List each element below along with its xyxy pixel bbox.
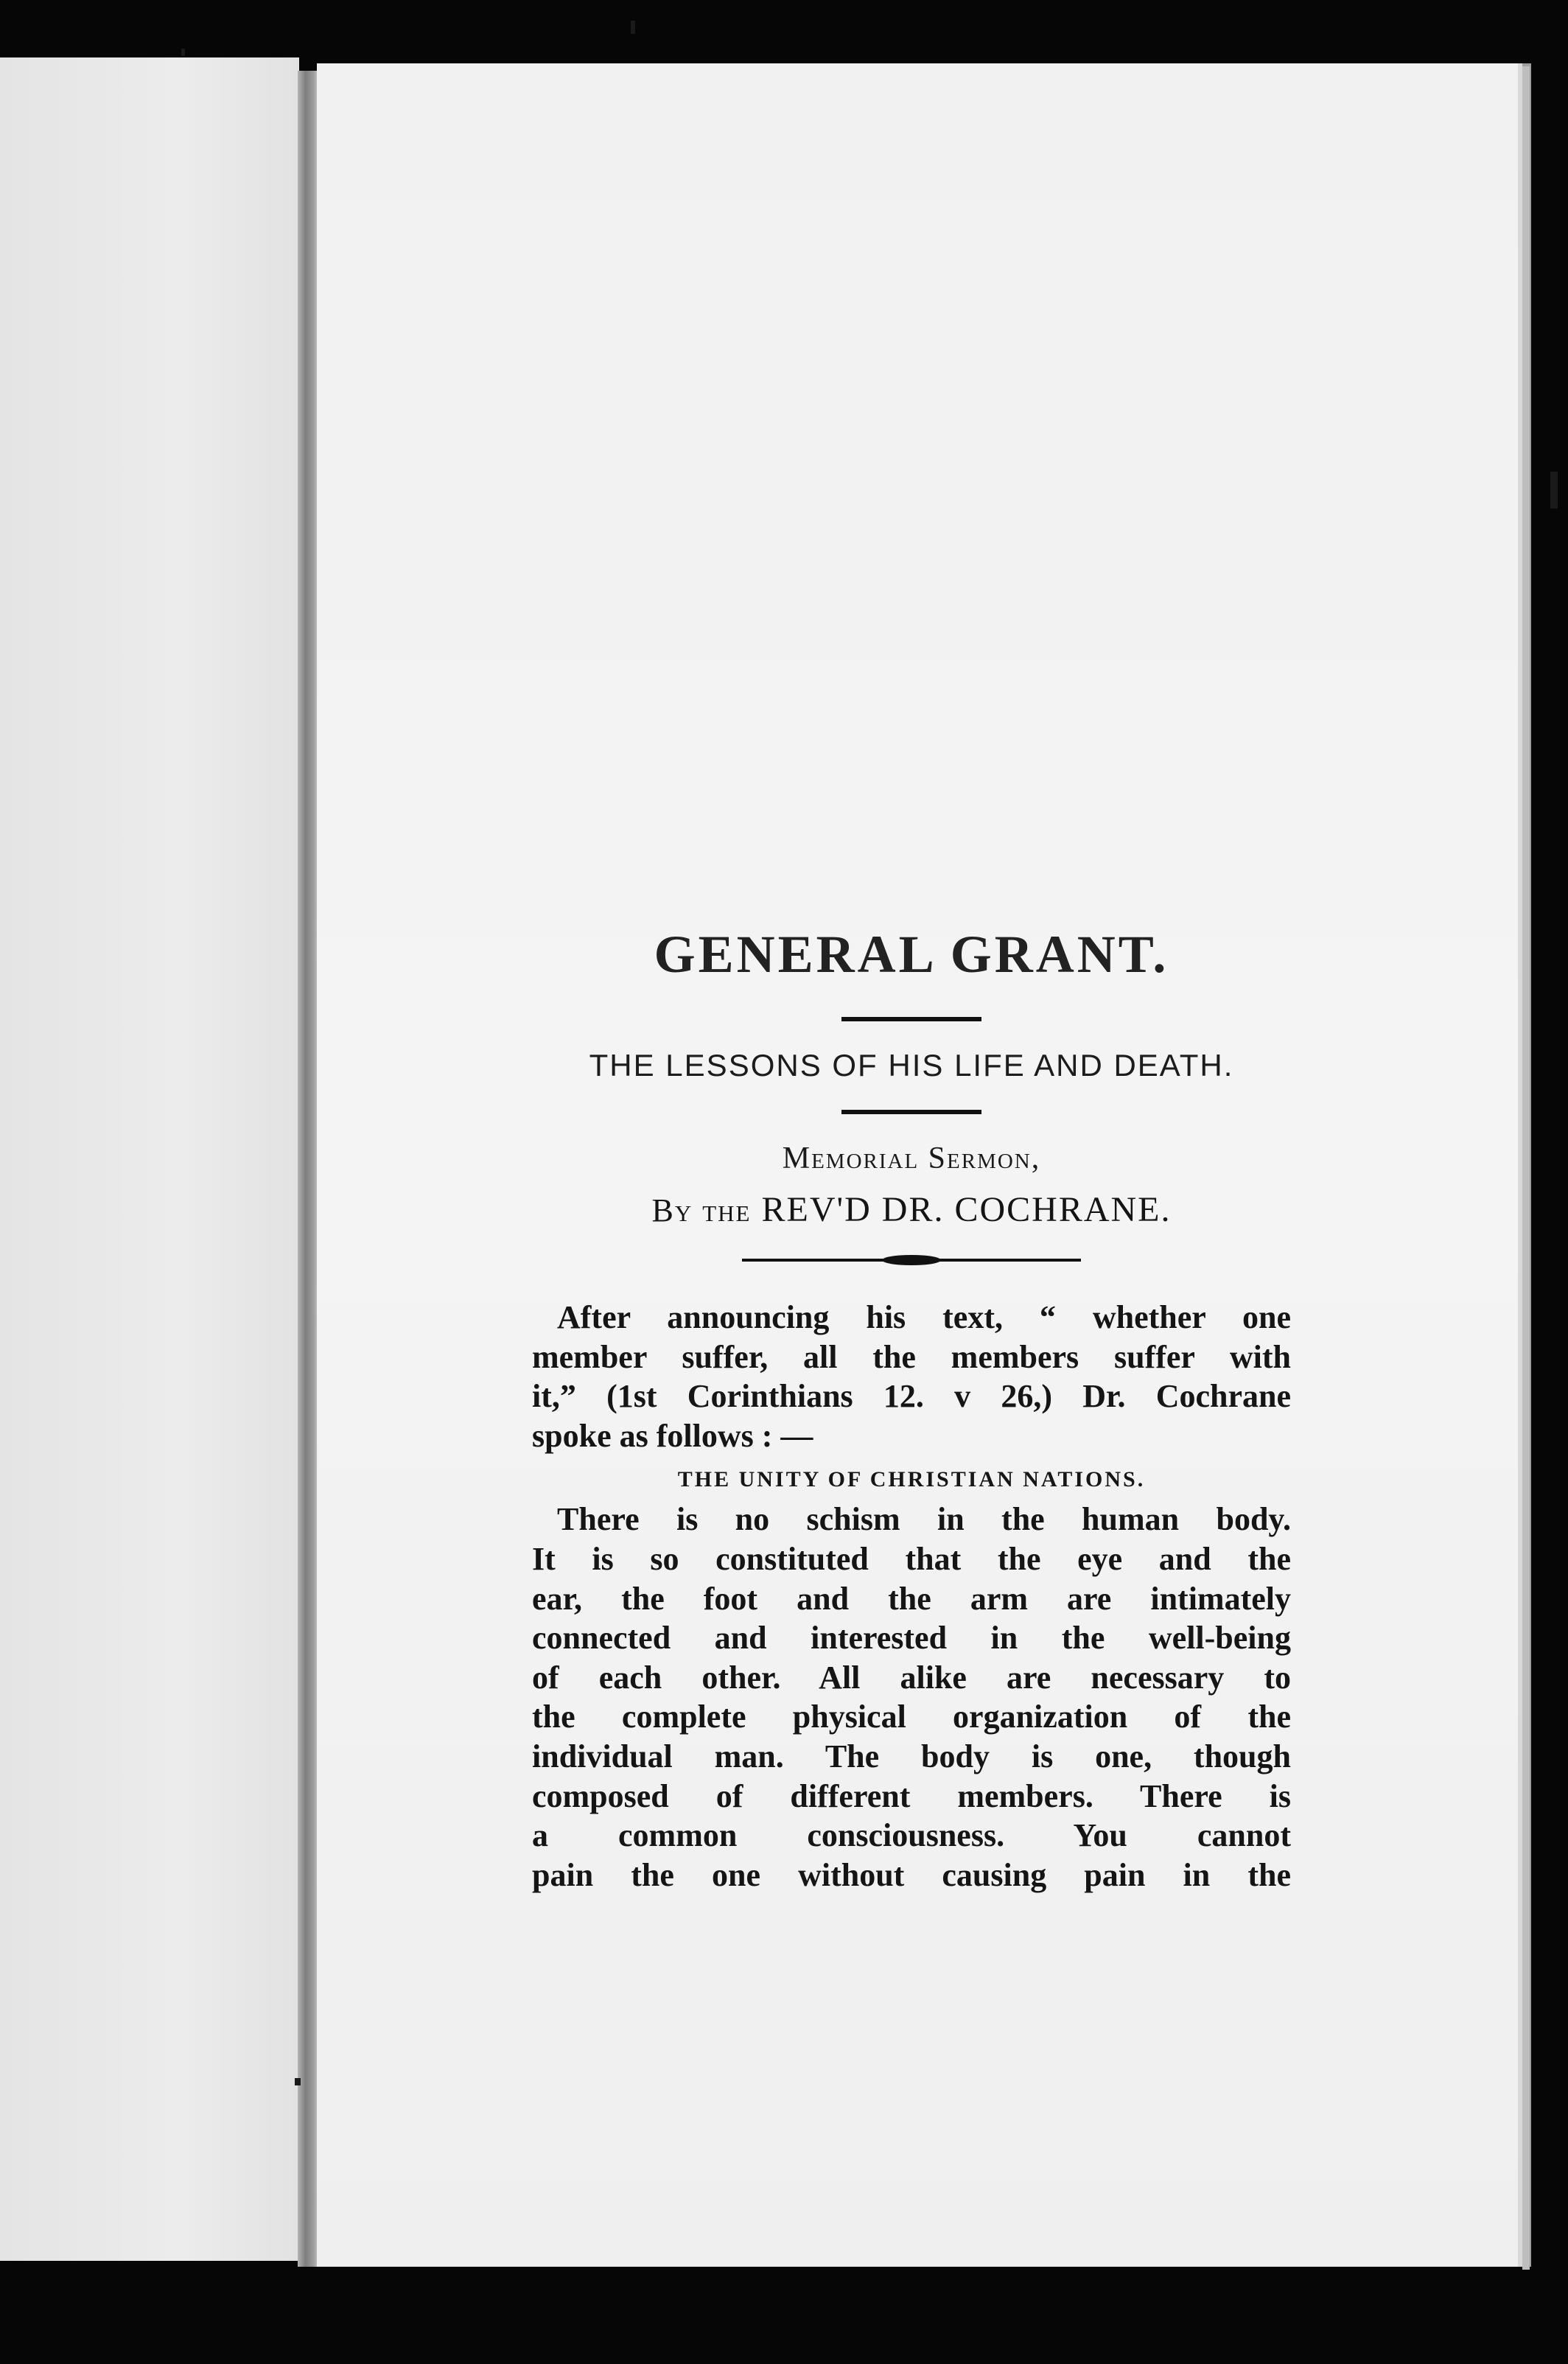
scan-speck	[631, 21, 635, 34]
intro-line: member suffer, all the members suffer with	[532, 1338, 1291, 1375]
section-heading: THE UNITY OF CHRISTIAN NATIONS.	[677, 1467, 1146, 1492]
scan-speck	[295, 2078, 301, 2085]
byline-prefix: By the	[651, 1192, 752, 1228]
intro-line: it,” (1st Corinthians 12. v 26,) Dr. Cochrane	[532, 1378, 1291, 1415]
body-line: pain the one without causing pain in the	[532, 1856, 1291, 1893]
byline	[532, 1186, 1291, 1234]
ornamental-rule	[742, 1255, 1081, 1265]
body-line: There is no schism in the human body.	[557, 1501, 1291, 1538]
page-content	[532, 921, 1291, 1895]
body-line: the complete physical organization of the	[532, 1699, 1291, 1735]
left-page	[0, 57, 299, 2261]
body-line: a common consciousness. You cannot	[532, 1817, 1291, 1854]
intro-line: spoke as follows : —	[532, 1417, 813, 1454]
document-subtitle: THE LESSONS OF HIS LIFE AND DEATH.	[589, 1048, 1234, 1083]
body-line: ear, the foot and the arm are intimately	[532, 1580, 1291, 1617]
document-title: GENERAL GRANT.	[654, 925, 1169, 984]
body-paragraph	[532, 1500, 1291, 1895]
body-line: connected and interested in the well-being	[532, 1620, 1291, 1657]
body-line: of each other. All alike are necessary to	[532, 1659, 1291, 1696]
scan-speck	[181, 49, 185, 56]
intro-paragraph	[532, 1298, 1291, 1455]
sermon-label: Memorial Sermon,	[782, 1141, 1041, 1175]
scan-speck	[1550, 472, 1558, 508]
body-line: It is so constituted that the eye and the	[532, 1540, 1291, 1577]
intro-line: After announcing his text, “ whether one	[557, 1299, 1291, 1335]
body-line: composed of different members. There is	[532, 1777, 1291, 1814]
byline-name: REV'D DR. COCHRANE.	[761, 1190, 1172, 1229]
body-line: individual man. The body is one, though	[532, 1738, 1291, 1774]
page-edge	[1522, 66, 1530, 2270]
